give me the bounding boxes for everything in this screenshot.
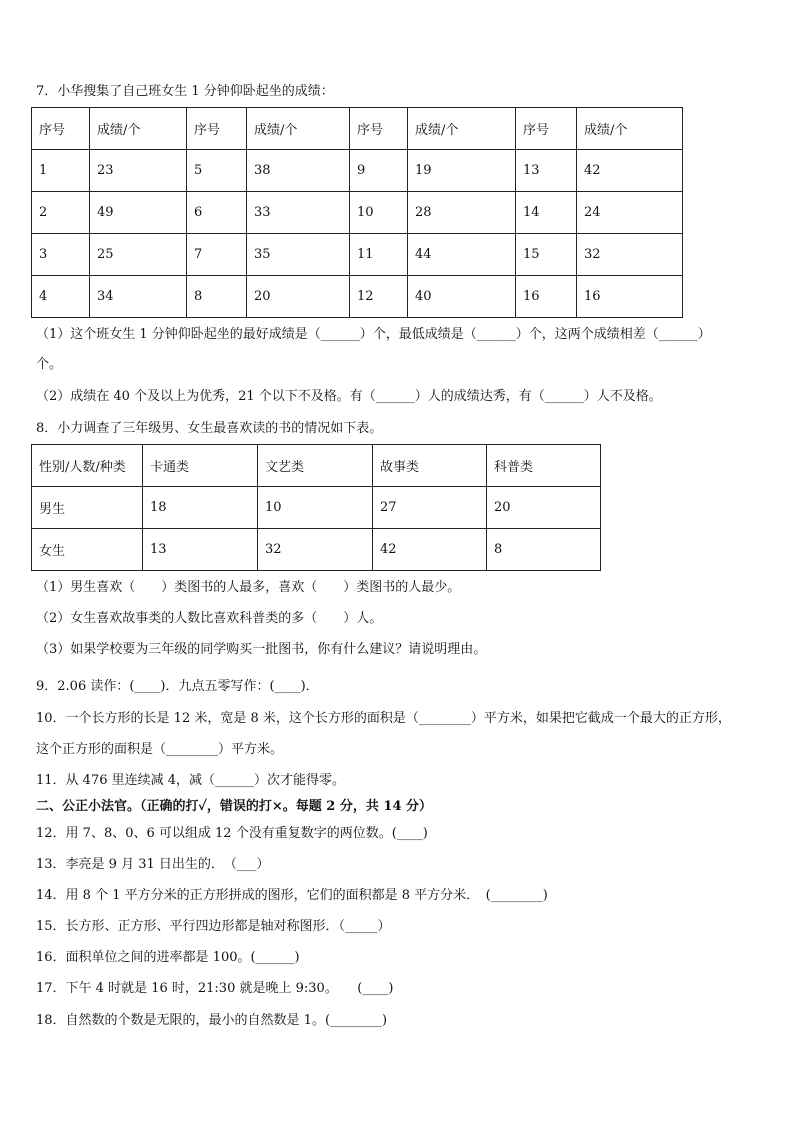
table-cell: 24 <box>577 192 683 234</box>
header-cell: 科普类 <box>487 445 601 487</box>
table-cell: 18 <box>143 487 258 529</box>
table-cell: 42 <box>373 529 487 571</box>
table-row <box>32 150 683 192</box>
header-cell: 成绩/个 <box>408 108 516 150</box>
table-cell: 20 <box>487 487 601 529</box>
header-cell: 序号 <box>516 108 577 150</box>
header-cell: 文艺类 <box>258 445 373 487</box>
table-cell: 19 <box>408 150 516 192</box>
q8-sub2: （2）女生喜欢故事类的人数比喜欢科普类的多（ ）人。 <box>36 611 383 626</box>
q7-sub2: （2）成绩在 40 个及以上为优秀，21 个以下不及格。有（______）人的成绩达秀，有（______）人不及格。 <box>36 389 662 404</box>
q12: 12．用 7、8、0、6 可以组成 12 个没有重复数字的两位数。(____) <box>36 826 428 841</box>
q7-score-table <box>31 107 683 318</box>
q9: 9．2.06 读作：(____)．九点五零写作：(____)． <box>36 679 319 694</box>
table-cell: 8 <box>187 276 247 318</box>
table-cell: 49 <box>90 192 187 234</box>
section-2-heading: 二、公正小法官。（正确的打✓，错误的打×。每题 2 分，共 14 分） <box>36 799 433 814</box>
table-cell: 15 <box>516 234 577 276</box>
table-cell: 7 <box>187 234 247 276</box>
table-cell: 3 <box>32 234 90 276</box>
table-cell: 32 <box>258 529 373 571</box>
header-cell: 序号 <box>32 108 90 150</box>
table-row <box>32 487 601 529</box>
table-cell: 32 <box>577 234 683 276</box>
table-header-row <box>32 445 601 487</box>
table-cell: 16 <box>577 276 683 318</box>
header-cell: 故事类 <box>373 445 487 487</box>
q18: 18．自然数的个数是无限的，最小的自然数是 1。(________) <box>36 1013 388 1028</box>
table-cell: 5 <box>187 150 247 192</box>
table-cell: 13 <box>143 529 258 571</box>
q7-sub1-cont: 个。 <box>36 357 63 372</box>
table-cell: 44 <box>408 234 516 276</box>
table-row <box>32 192 683 234</box>
table-row <box>32 234 683 276</box>
table-cell: 4 <box>32 276 90 318</box>
header-cell: 性别/人数/种类 <box>32 445 143 487</box>
table-cell: 38 <box>247 150 350 192</box>
q13: 13．李亮是 9 月 31 日出生的． （___） <box>36 857 270 872</box>
table-header-row <box>32 108 683 150</box>
table-cell: 16 <box>516 276 577 318</box>
table-cell: 35 <box>247 234 350 276</box>
q11: 11．从 476 里连续减 4，减（______）次才能得零。 <box>36 773 346 788</box>
table-cell: 8 <box>487 529 601 571</box>
header-cell: 成绩/个 <box>577 108 683 150</box>
table-cell: 1 <box>32 150 90 192</box>
q10: 10．一个长方形的长是 12 米，宽是 8 米，这个长方形的面积是（________）平方米，如果把它截成一个最大的正方形， <box>36 711 731 726</box>
header-cell: 成绩/个 <box>90 108 187 150</box>
q10-cont: 这个正方形的面积是（________）平方米。 <box>36 742 284 757</box>
table-cell: 34 <box>90 276 187 318</box>
table-cell: 11 <box>350 234 408 276</box>
q16: 16．面积单位之间的进率都是 100。(______) <box>36 950 300 965</box>
table-cell: 6 <box>187 192 247 234</box>
table-cell: 25 <box>90 234 187 276</box>
table-cell: 33 <box>247 192 350 234</box>
table-cell: 男生 <box>32 487 143 529</box>
table-cell: 9 <box>350 150 408 192</box>
table-cell: 女生 <box>32 529 143 571</box>
table-cell: 23 <box>90 150 187 192</box>
table-cell: 28 <box>408 192 516 234</box>
q14: 14．用 8 个 1 平方分米的正方形拼成的图形，它们的面积都是 8 平方分米． (________) <box>36 888 548 903</box>
header-cell: 卡通类 <box>143 445 258 487</box>
table-row <box>32 529 601 571</box>
table-cell: 42 <box>577 150 683 192</box>
q8-sub3: （3）如果学校要为三年级的同学购买一批图书，你有什么建议？请说明理由。 <box>36 642 487 657</box>
table-cell: 13 <box>516 150 577 192</box>
table-cell: 10 <box>350 192 408 234</box>
q8-title: 8．小力调查了三年级男、女生最喜欢读的书的情况如下表。 <box>36 421 383 436</box>
table-cell: 14 <box>516 192 577 234</box>
header-cell: 序号 <box>350 108 408 150</box>
q7-sub1: （1）这个班女生 1 分钟仰卧起坐的最好成绩是（______）个，最低成绩是（______）个，这两个成绩相差（______） <box>36 327 711 342</box>
q8-book-table <box>31 444 601 571</box>
table-cell: 10 <box>258 487 373 529</box>
table-cell: 40 <box>408 276 516 318</box>
header-cell: 成绩/个 <box>247 108 350 150</box>
table-cell: 12 <box>350 276 408 318</box>
q7-title: 7．小华搜集了自己班女生 1 分钟仰卧起坐的成绩： <box>36 84 334 99</box>
q15: 15．长方形、正方形、平行四边形都是轴对称图形．（_____） <box>36 919 391 934</box>
table-cell: 2 <box>32 192 90 234</box>
q8-sub1: （1）男生喜欢（ ）类图书的人最多，喜欢（ ）类图书的人最少。 <box>36 580 461 595</box>
table-row <box>32 276 683 318</box>
table-cell: 20 <box>247 276 350 318</box>
header-cell: 序号 <box>187 108 247 150</box>
q17: 17．下午 4 时就是 16 时，21:30 就是晚上 9:30。 (____) <box>36 981 394 996</box>
table-cell: 27 <box>373 487 487 529</box>
